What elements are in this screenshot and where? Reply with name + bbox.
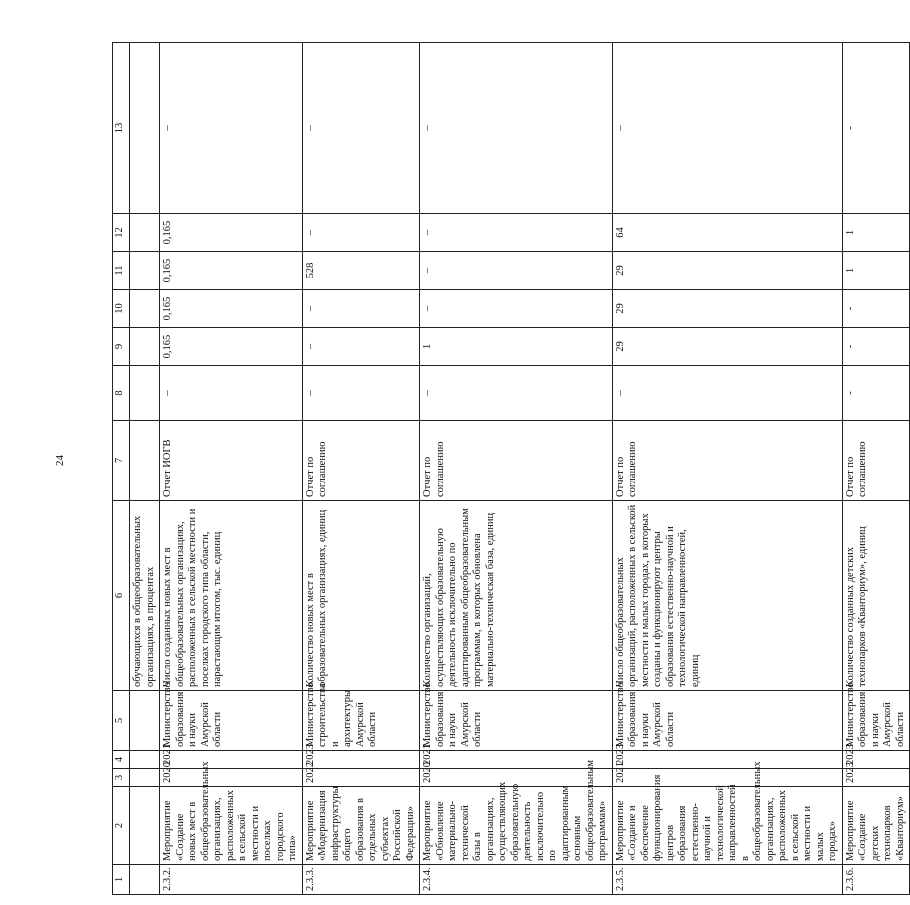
start-year: 2021	[612, 769, 842, 787]
column-header: 11	[113, 252, 130, 290]
start-year: 2020	[420, 769, 613, 787]
table-row	[302, 43, 420, 895]
value-col-12: 1	[842, 214, 910, 252]
start-year: 2023	[842, 769, 910, 787]
value-col-12: –	[302, 214, 420, 252]
value-col-12: 0,165	[160, 214, 303, 252]
row-number: 2.3.3.	[302, 865, 420, 895]
value-col-10: -	[842, 290, 910, 328]
executor: Министерство образования и науки Амурской области	[420, 691, 613, 751]
column-number-row	[113, 43, 130, 895]
end-year: 2021	[160, 751, 303, 769]
report-source: Отчет по соглашению	[302, 421, 420, 501]
indicator: Количество новых мест в образовательных организациях, единиц	[302, 501, 420, 691]
value-col-11: 1	[842, 252, 910, 290]
value-col-13: –	[302, 43, 420, 214]
column-header: 5	[113, 691, 130, 751]
column-header: 8	[113, 366, 130, 421]
column-header: 10	[113, 290, 130, 328]
value-col-11: 528	[302, 252, 420, 290]
event-name: Мероприятие «Создание и обеспечение функционирования центров образования естественно-научной и технологической направленностей в общеобразовательных организациях, расположенных в сельской местности и малых городах»	[612, 787, 842, 865]
value-col-12: 64	[612, 214, 842, 252]
value-col-13: –	[420, 43, 613, 214]
value-col-8: –	[302, 366, 420, 421]
event-name: Мероприятие «Создание новых мест в общеобразовательных организациях, расположенных в сельской местности и поселках городского типа»	[160, 787, 303, 865]
row-number: 2.3.2.	[160, 865, 303, 895]
value-col-9: –	[302, 328, 420, 366]
value-col-10: –	[420, 290, 613, 328]
column-header: 13	[113, 43, 130, 214]
value-col-11: 29	[612, 252, 842, 290]
value-col-10: –	[302, 290, 420, 328]
table-row	[420, 43, 613, 895]
value-col-9: 29	[612, 328, 842, 366]
value-col-10: 0,165	[160, 290, 303, 328]
report-source: Отчет по соглашению	[612, 421, 842, 501]
row-number: 2.3.4.	[420, 865, 613, 895]
continuation-indicator: обучающихся в общеобразовательных организациях, в процентах	[130, 501, 160, 691]
value-col-10: 29	[612, 290, 842, 328]
column-header: 9	[113, 328, 130, 366]
executor: Министерство строительства и архитектуры Амурской области	[302, 691, 420, 751]
report-source: Отчет ИОГВ	[160, 421, 303, 501]
value-col-8: –	[420, 366, 613, 421]
end-year: 2021	[420, 751, 613, 769]
value-col-11: 0,165	[160, 252, 303, 290]
report-source: Отчет по соглашению	[842, 421, 910, 501]
row-number: 2.3.6.	[842, 865, 910, 895]
value-col-13: -	[842, 43, 910, 214]
indicator: Количество созданных детских технопарков «Кванториум», единиц	[842, 501, 910, 691]
indicator: Число созданных новых мест в общеобразовательных организациях, расположенных в сельской местности и поселках городского типа области, нарастающим итогом, тыс. единиц	[160, 501, 303, 691]
end-year: 2023	[612, 751, 842, 769]
column-header: 7	[113, 421, 130, 501]
table-row	[612, 43, 842, 895]
table-row	[160, 43, 303, 895]
column-header: 12	[113, 214, 130, 252]
value-col-9: 1	[420, 328, 613, 366]
value-col-8: –	[160, 366, 303, 421]
start-year: 2020	[160, 769, 303, 787]
column-header: 6	[113, 501, 130, 691]
end-year: 2023	[302, 751, 420, 769]
value-col-12: –	[420, 214, 613, 252]
table-row	[842, 43, 910, 895]
value-col-11: –	[420, 252, 613, 290]
page-number: 24	[54, 455, 66, 466]
end-year: 2023	[842, 751, 910, 769]
value-col-9: 0,165	[160, 328, 303, 366]
indicator: Число общеобразовательных организаций, расположенных в сельской местности и малых городах, в которых созданы и функционируют центры образования естественно-научной и технологической направленностей, единиц	[612, 501, 842, 691]
executor: Министерство образования и науки Амурской области	[842, 691, 910, 751]
column-header: 2	[113, 787, 130, 865]
executor: Министерство образования и науки Амурской области	[160, 691, 303, 751]
executor: Министерство образования и науки Амурской области	[612, 691, 842, 751]
value-col-8: –	[612, 366, 842, 421]
start-year: 2022	[302, 769, 420, 787]
event-name: Мероприятие «Модернизация инфраструктуры общего образования в отдельных субъектах Российской Федерации»	[302, 787, 420, 865]
value-col-8: -	[842, 366, 910, 421]
program-measures-table	[112, 42, 910, 895]
continuation-row	[130, 43, 160, 895]
event-name: Мероприятие «Создание детских технопарков «Кванториум»	[842, 787, 910, 865]
value-col-13: –	[612, 43, 842, 214]
column-header: 1	[113, 865, 130, 895]
report-source: Отчет по соглашению	[420, 421, 613, 501]
column-header: 4	[113, 751, 130, 769]
value-col-13: –	[160, 43, 303, 214]
row-number: 2.3.5.	[612, 865, 842, 895]
event-name: Мероприятие «Обновление материально-технической базы в организациях, осуществляющих образовательную деятельность исключительно по адаптированным основным общеобразовательным программам»	[420, 787, 613, 865]
column-header: 3	[113, 769, 130, 787]
rotated-table-wrapper	[112, 43, 906, 895]
indicator: Количество организаций, осуществляющих образовательную деятельность исключительно по адаптированным общеобразовательным программам, в которых обновлена материально-техническая база, единиц	[420, 501, 613, 691]
value-col-9: -	[842, 328, 910, 366]
